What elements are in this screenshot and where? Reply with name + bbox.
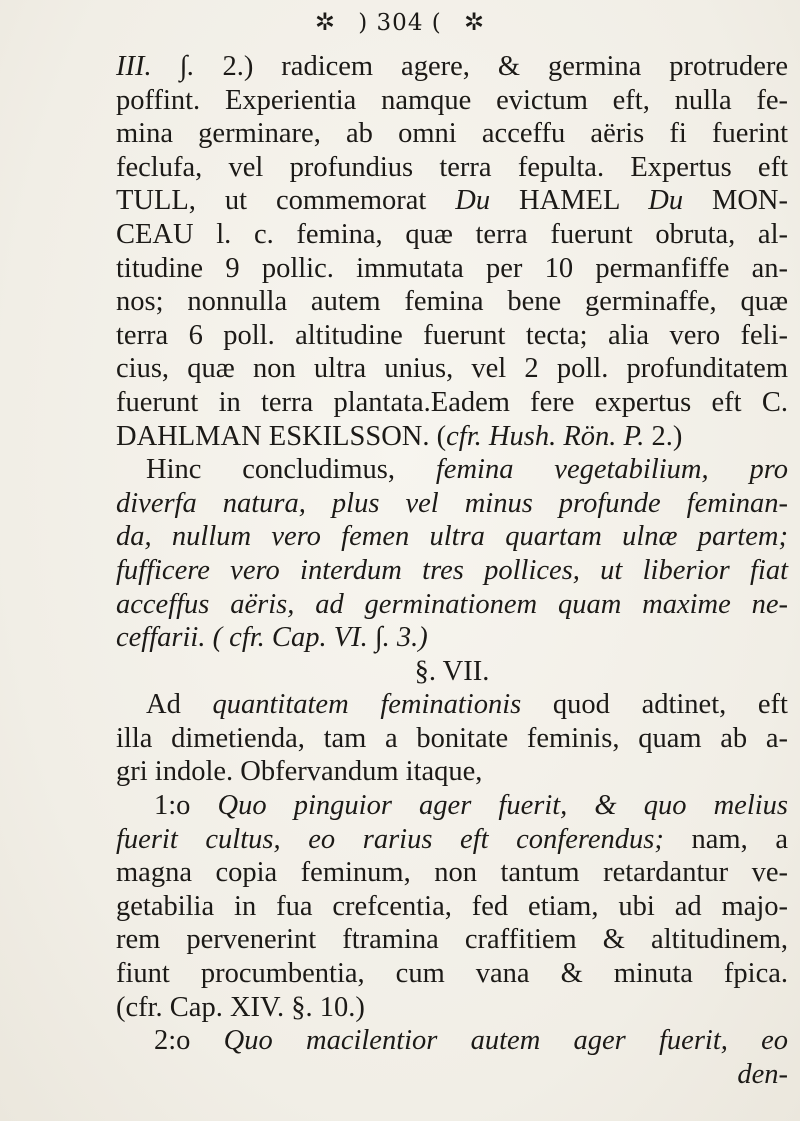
text-line <box>116 588 788 622</box>
text-line <box>116 50 788 84</box>
text-segment: getabilia in fua crefcentia, fed etiam, ubi ad majo- <box>116 890 788 922</box>
text-segment: HAMEL <box>490 185 649 217</box>
text-line <box>116 856 788 890</box>
text-line <box>116 991 788 1025</box>
text-segment: cfr. Hush. Rön. P. <box>446 420 645 452</box>
text-segment: (cfr. Cap. XIV. §. 10.) <box>116 991 365 1023</box>
text-segment: 1:o <box>154 790 218 822</box>
text-segment: DAHLMAN ESKILSSON. ( <box>116 420 447 452</box>
text-segment: CEAU l. c. femina, quæ terra fuerunt obruta, al- <box>116 218 788 250</box>
text-segment: titudine 9 pollic. immutata per 10 permanfiffe an- <box>116 252 788 284</box>
text-line <box>116 285 788 319</box>
text-line <box>116 789 788 823</box>
text-line <box>116 823 788 857</box>
catchword <box>116 1058 788 1092</box>
text-line <box>116 386 788 420</box>
text-segment: ceffarii. ( cfr. Cap. VI. ∫. 3.) <box>116 622 428 654</box>
text-line <box>116 520 788 554</box>
text-line <box>116 184 788 218</box>
ornament-right-icon: ✲ <box>464 8 486 36</box>
text-segment: fiunt procumbentia, cum vana & minuta fpica. <box>116 958 788 990</box>
text-line <box>116 117 788 151</box>
text-line <box>116 1024 788 1058</box>
text-line <box>116 755 788 789</box>
text-line <box>116 722 788 756</box>
text-line <box>116 554 788 588</box>
text-segment: nos; nonnulla autem femina bene germinaffe, quæ <box>116 286 788 318</box>
text-segment: Quo macilentior autem ager fuerit, eo <box>223 1025 789 1057</box>
text-line <box>116 252 788 286</box>
text-line <box>116 621 788 655</box>
text-segment: §. VII. <box>414 655 490 687</box>
text-segment: quantitatem feminationis <box>212 689 522 721</box>
text-segment: 2.) <box>644 420 683 452</box>
text-line <box>116 420 788 454</box>
text-segment: rem pervenerint ftramina craffitiem & altitudinem, <box>116 924 788 956</box>
text-segment: Quo pinguior ager fuerit, & quo melius <box>217 790 788 822</box>
text-segment: feclufa, vel profundius terra fepulta. Expertus eft <box>116 151 788 183</box>
ornament-left-icon: ✲ <box>314 8 336 36</box>
text-line <box>116 151 788 185</box>
text-segment: da, nullum vero femen ultra quartam ulnæ partem; <box>116 521 788 553</box>
text-line <box>116 453 788 487</box>
text-segment: quod adtinet, eft <box>521 689 788 721</box>
text-segment: MON- <box>683 185 789 217</box>
text-segment: terra 6 poll. altitudine fuerunt tecta; alia vero feli- <box>116 319 788 351</box>
text-line <box>116 890 788 924</box>
text-line <box>116 957 788 991</box>
text-segment: gri indole. Obfervandum itaque, <box>116 756 483 788</box>
text-line <box>116 688 788 722</box>
body-text <box>116 50 788 1091</box>
text-segment: 2.) radicem agere, & germina protrudere <box>222 51 788 82</box>
text-line <box>116 319 788 353</box>
text-line <box>116 352 788 386</box>
text-line <box>116 923 788 957</box>
running-header <box>0 8 800 36</box>
text-segment: poffint. Experientia namque evictum eft, nulla fe- <box>116 84 788 116</box>
text-segment: acceffus aëris, ad germinationem quam maxime ne- <box>116 588 788 620</box>
text-segment: 2:o <box>154 1025 224 1057</box>
text-segment: fuerit cultus, eo rarius eft conferendus; <box>116 823 664 855</box>
text-segment: fufficere vero interdum tres pollices, ut liberior fiat <box>116 554 788 586</box>
text-segment: illa dimetienda, tam a bonitate feminis, quam ab a- <box>116 722 788 754</box>
text-segment: femina vegetabilium, pro <box>435 454 789 486</box>
text-segment: TULL, ut commemorat <box>116 185 456 217</box>
text-segment: Ad <box>146 689 213 721</box>
text-line <box>116 218 788 252</box>
text-segment: Hinc concludimus, <box>146 454 436 486</box>
text-segment: den- <box>737 1058 788 1090</box>
text-line <box>116 487 788 521</box>
section-heading <box>116 655 788 689</box>
text-segment: diverfa natura, plus vel minus profunde feminan- <box>116 487 788 519</box>
text-segment: Du <box>648 185 684 217</box>
text-segment: fuerunt in terra plantata.Eadem fere expertus eft C. <box>116 386 788 418</box>
text-segment: III. ∫. <box>116 51 223 82</box>
text-segment: magna copia feminum, non tantum retardantur ve- <box>116 857 788 889</box>
text-line <box>116 84 788 118</box>
text-segment: Du <box>455 185 491 217</box>
text-segment: mina germinare, ab omni acceffu aëris fi fuerint <box>116 118 788 150</box>
page-number: ) 304 ( <box>358 10 442 36</box>
text-segment: nam, a <box>663 823 789 855</box>
text-segment: cius, quæ non ultra unius, vel 2 poll. profunditatem <box>116 353 788 385</box>
